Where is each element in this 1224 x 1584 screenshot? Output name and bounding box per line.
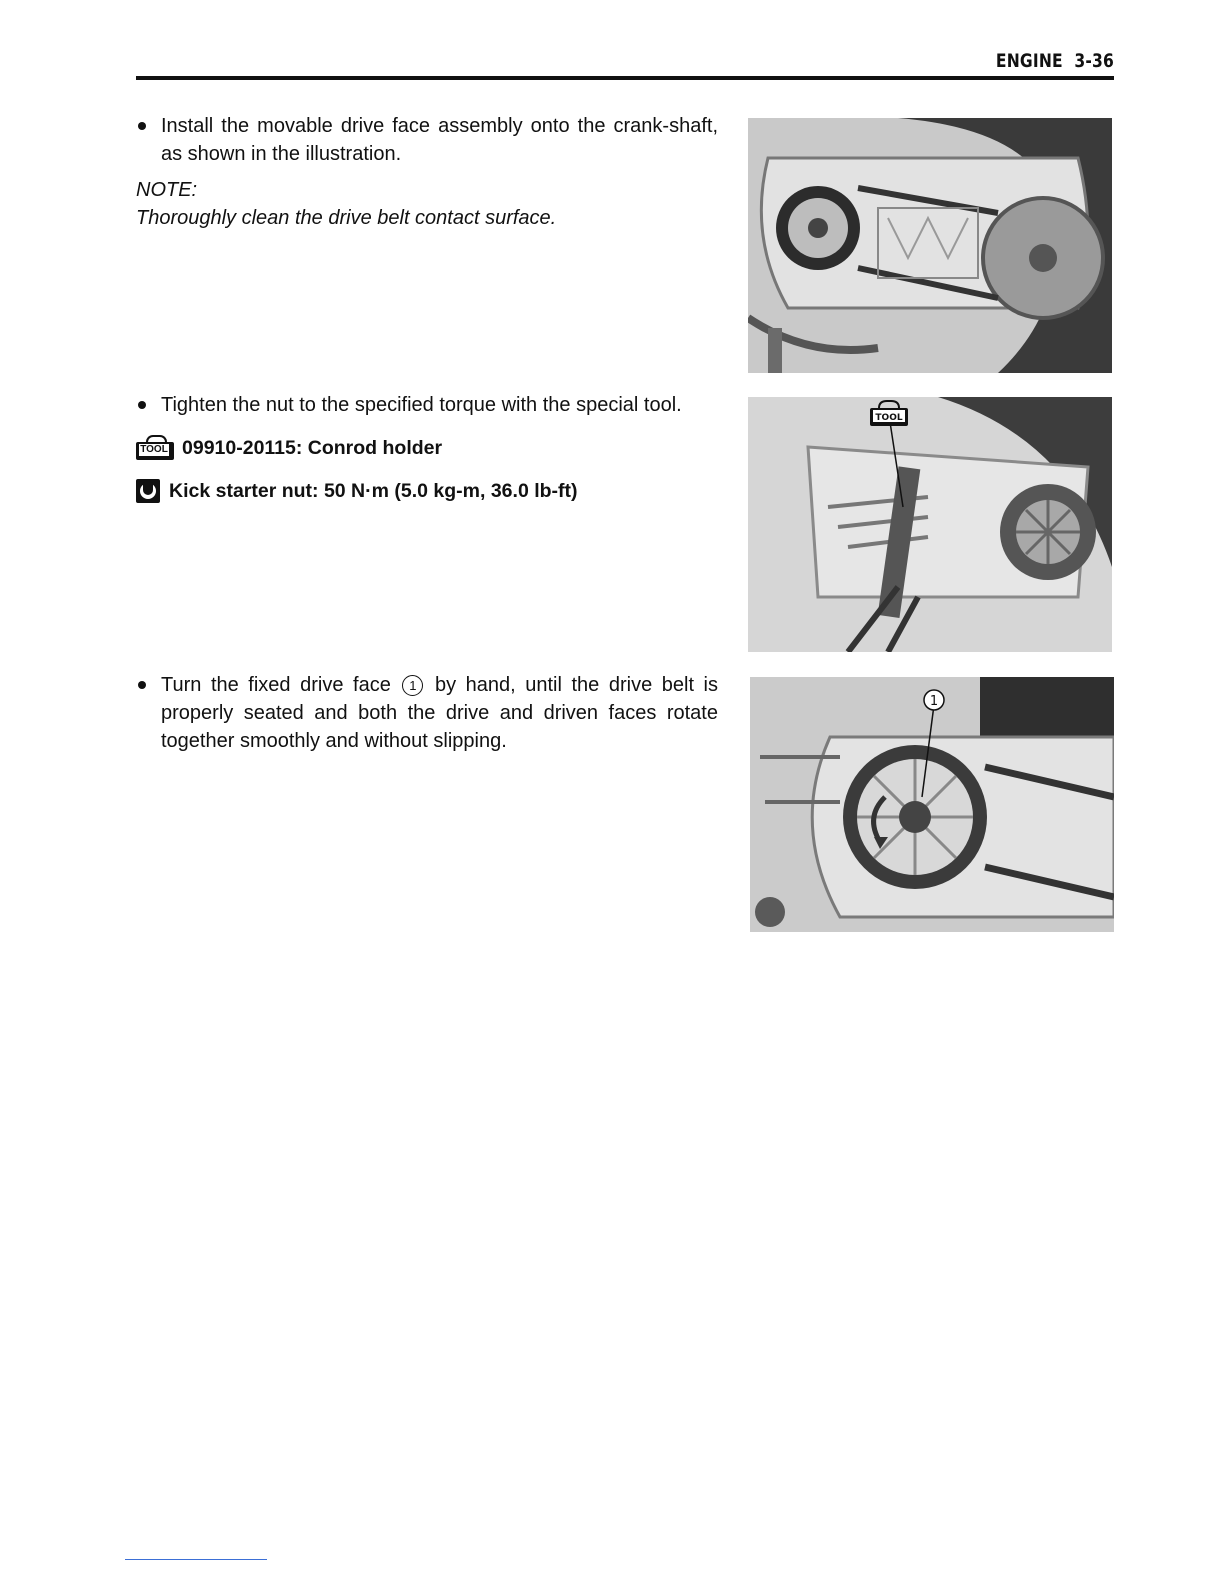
header-title	[996, 50, 1114, 72]
svg-text:TOOL: TOOL	[875, 413, 903, 423]
header-rule	[136, 76, 1114, 80]
footer-line	[125, 1559, 267, 1560]
photo-drive-face-assembly	[748, 118, 1112, 373]
torque-wrench-icon	[136, 479, 160, 503]
bullet-icon	[138, 122, 146, 130]
step-3-text: Turn the fixed drive face 1 by hand, until the drive belt is properly seated and both the drive and driven faces rotate together smoothly and without slipping.	[136, 671, 718, 755]
callout-1-marker: 1	[402, 675, 423, 696]
section-name: ENGINE	[995, 50, 1063, 72]
photo-2-image	[748, 397, 1112, 652]
tool-spec-text: 09910-20115: Conrod holder	[182, 437, 443, 459]
photo-1-image	[748, 118, 1112, 373]
photo-3-callout: 1	[929, 694, 939, 709]
bullet-icon	[138, 401, 146, 409]
bullet-icon	[138, 681, 146, 689]
step-2	[136, 391, 718, 504]
step-1-text: Install the movable drive face assembly onto the crank-shaft, as shown in the illustration.	[136, 112, 718, 168]
photo-tighten-nut	[748, 397, 1112, 652]
step-2-text: Tighten the nut to the specified torque with the special tool.	[136, 391, 718, 419]
photo-fixed-drive-face	[750, 677, 1114, 932]
tool-spec	[136, 435, 718, 461]
step-1	[136, 112, 718, 232]
step-3	[136, 671, 718, 755]
note-text: Thoroughly clean the drive belt contact surface.	[136, 207, 557, 229]
tool-icon: TOOL	[136, 435, 174, 461]
torque-spec-text: Kick starter nut: 50 N·m (5.0 kg-m, 36.0 lb-ft)	[169, 480, 578, 502]
note-label: NOTE:	[136, 179, 198, 201]
page-number: 3-36	[1074, 50, 1114, 72]
photo-3-image	[750, 677, 1114, 932]
torque-spec	[136, 478, 718, 504]
page-header	[136, 48, 1114, 78]
